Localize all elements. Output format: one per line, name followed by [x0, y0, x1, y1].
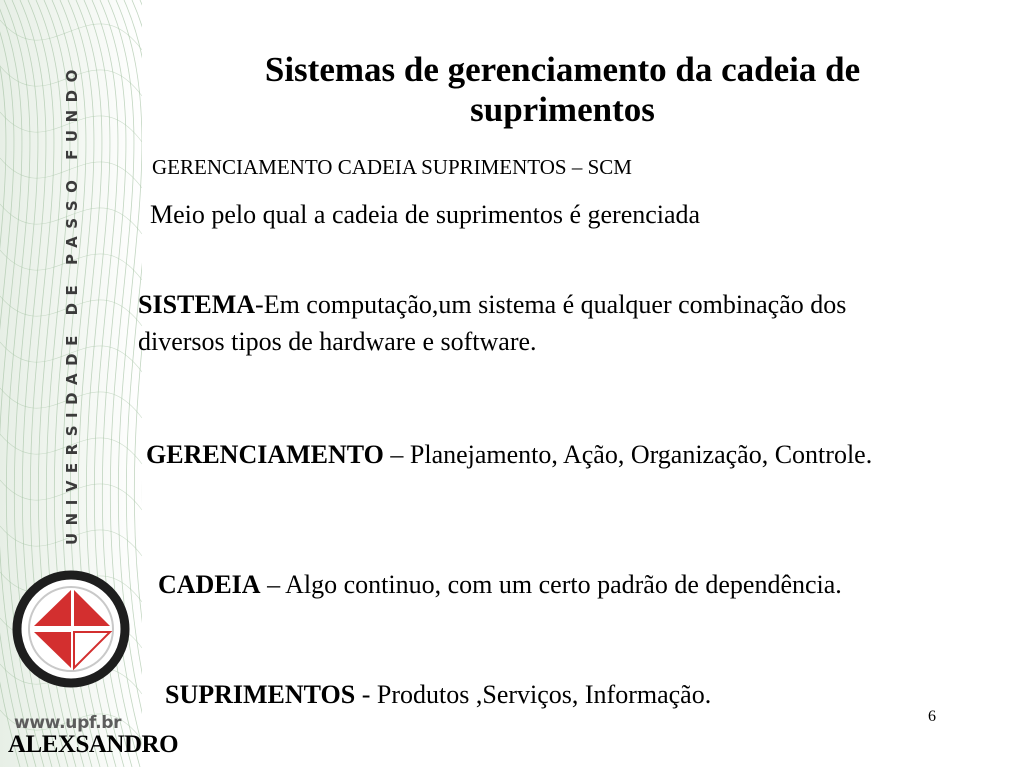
- upf-logo-icon: [10, 568, 132, 690]
- site-url: www.upf.br: [14, 713, 122, 733]
- sistema-definition: [138, 286, 938, 360]
- gerenciamento-text: – Planejamento, Ação, Organização, Controle.: [383, 440, 873, 469]
- sidebar-decoration: [0, 0, 142, 767]
- sistema-text: -Em computação,um sistema é qualquer combinação dos diversos tipos de hardware e software.: [138, 290, 847, 356]
- gerenciamento-term: GERENCIAMENTO: [146, 440, 384, 469]
- slide-subtitle: GERENCIAMENTO CADEIA SUPRIMENTOS – SCM: [152, 155, 632, 179]
- suprimentos-definition: [165, 676, 925, 713]
- slide-title: Sistemas de gerenciamento da cadeia de suprimentos: [264, 50, 861, 129]
- cadeia-term: CADEIA: [158, 570, 261, 599]
- suprimentos-text: - Produtos ,Serviços, Informação.: [355, 680, 712, 709]
- scm-definition: Meio pelo qual a cadeia de suprimentos é gerenciada: [150, 200, 701, 229]
- author-name: ALEXSANDRO: [8, 731, 179, 758]
- cadeia-definition: [158, 566, 918, 603]
- suprimentos-term: SUPRIMENTOS: [165, 680, 356, 709]
- page-number: 6: [928, 708, 936, 725]
- gerenciamento-definition: [146, 436, 991, 473]
- cadeia-text: – Algo continuo, com um certo padrão de dependência.: [260, 570, 842, 599]
- university-name: UNIVERSIDADE DE PASSO FUNDO: [63, 62, 81, 546]
- sistema-term: SISTEMA: [138, 290, 256, 319]
